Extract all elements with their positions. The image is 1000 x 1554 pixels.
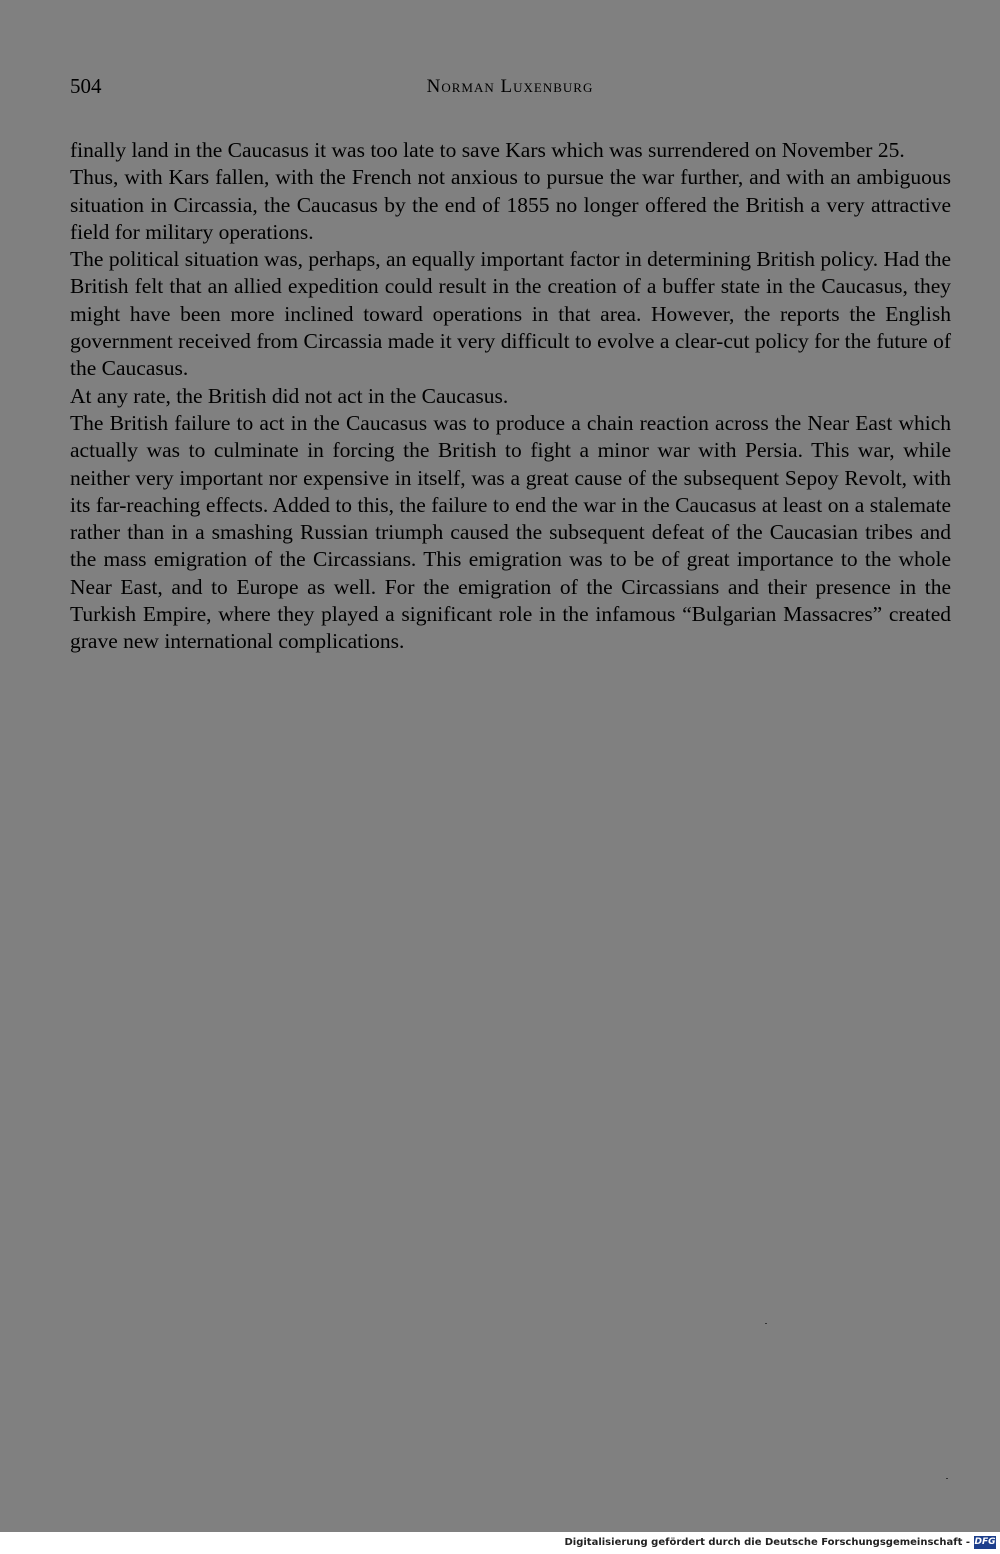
scan-speck (765, 1323, 767, 1324)
footer-credit: Digitalisierung gefördert durch die Deutsche Forschungsgemeinschaft - (564, 1537, 970, 1548)
body-text (70, 137, 951, 656)
page-number: 504 (70, 74, 102, 98)
running-head: Norman Luxenburg (426, 76, 594, 97)
paragraph: The British failure to act in the Caucasus was to produce a chain reaction across the Near East which actually was to culminate in forcing the British to fight a minor war with Persia. This war, while neither very important nor expensive in itself, was a great cause of the subsequent Sepoy Revolt, with its far-reaching effects. Added to this, the failure to end the war in the Caucasus at least on a stalemate rather than in a smashing Russian triumph caused the subsequent defeat of the Caucasian tribes and the mass emigration of the Circassians. This emigration was to be of great importance to the whole Near East, and to Europe as well. For the emigration of the Circassians and their presence in the Turkish Empire, where they played a significant role in the infamous “Bulgarian Massacres” created grave new international complications. (70, 410, 951, 654)
dfg-logo: DFG (974, 1537, 996, 1547)
paragraph: finally land in the Caucasus it was too late to save Kars which was surrendered on November 25. (70, 138, 905, 162)
paragraph: The political situation was, perhaps, an equally important factor in determining British policy. Had the British felt that an allied expedition could result in the creation of a buffer state in the Caucasus, they might have been more inclined toward operations in that area. However, the reports the English government received from Circassia made it very difficult to evolve a clear-cut policy for the future of the Caucasus. (70, 247, 951, 381)
paragraph: At any rate, the British did not act in the Caucasus. (70, 383, 509, 408)
paragraph: Thus, with Kars fallen, with the French not anxious to pursue the war further, and with an ambiguous situation in Circassia, the Caucasus by the end of 1855 no longer offered the British a very attractive field for military operations. (70, 165, 951, 244)
scan-speck (946, 1478, 948, 1479)
